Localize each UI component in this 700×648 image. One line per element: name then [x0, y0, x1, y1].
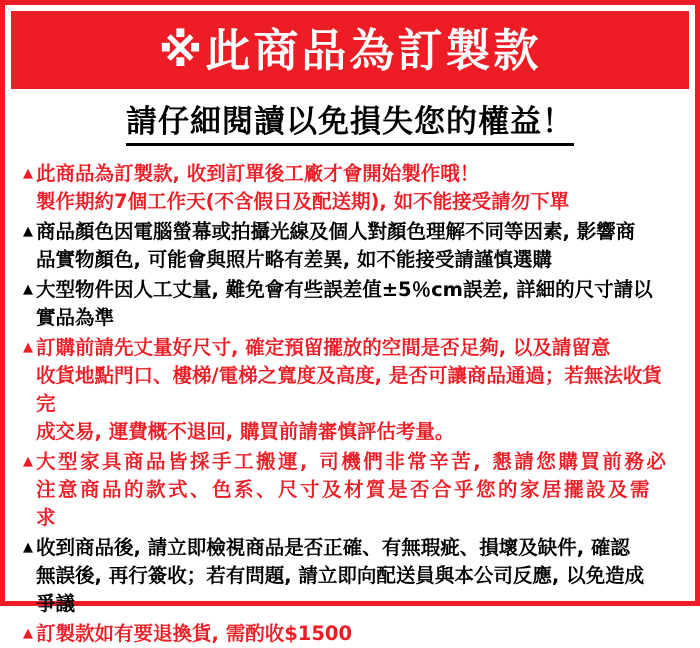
list-item-line: 訂製款如有要退換貨, 需酌收$1500 — [36, 621, 353, 645]
list-item-text — [36, 160, 569, 216]
list-item — [23, 448, 681, 532]
list-item-line: 求 — [36, 505, 59, 529]
triangle-bullet-icon: ▲ — [23, 625, 33, 641]
list-item — [23, 334, 681, 446]
list-item-line: 實品為準 — [36, 305, 115, 329]
list-item-line: 收貨地點門口、樓梯/電梯之寬度及高度, 是否可讓商品通過；若無法收貨完 — [36, 363, 662, 415]
list-item-line: 收到商品後, 請立即檢視商品是否正確、有無瑕疵、損壞及缺件, 確認 — [36, 535, 630, 559]
list-item-line: 此商品為訂製款, 收到訂單後工廠才會開始製作哦！ — [36, 161, 480, 185]
list-item-text — [36, 534, 644, 618]
list-item-line: 成交易, 運費概不退回, 購買前請審慎評估考量。 — [36, 419, 455, 443]
notice-list — [23, 160, 681, 648]
triangle-bullet-icon: ▲ — [23, 539, 33, 555]
page-subtitle: 請仔細閱讀以免損失您的權益！ — [126, 105, 574, 146]
list-item-line: 無誤後, 再行簽收；若有問題, 請立即向配送員與本公司反應, 以免造成 — [36, 563, 645, 587]
list-item-line: 大型家具商品皆採手工搬運, 司機們非常辛苦, 懇請您購買前務必 — [36, 449, 669, 473]
triangle-bullet-icon: ▲ — [23, 165, 33, 181]
list-item-text — [36, 620, 352, 648]
list-item — [23, 534, 681, 618]
list-item-text — [36, 276, 653, 332]
triangle-bullet-icon: ▲ — [23, 339, 33, 355]
list-item-line: 爭議 — [36, 591, 76, 615]
triangle-bullet-icon: ▲ — [23, 223, 33, 239]
subtitle-container — [5, 105, 695, 146]
triangle-bullet-icon: ▲ — [23, 453, 33, 469]
list-item-line: 注意商品的款式、色系、尺寸及材質是否合乎您的家居擺設及需 — [36, 477, 653, 501]
banner — [11, 11, 689, 89]
list-item-text — [36, 334, 681, 446]
list-item — [23, 620, 681, 648]
list-item-text — [36, 218, 635, 274]
list-item — [23, 218, 681, 274]
list-item-line: 訂購前請先丈量好尺寸, 確定預留擺放的空間是否足夠, 以及請留意 — [36, 335, 611, 359]
list-item-line: 品實物顏色, 可能會與照片略有差異, 如不能接受請謹慎選購 — [36, 247, 552, 271]
triangle-bullet-icon: ▲ — [23, 281, 33, 297]
list-item-line: 商品顏色因電腦螢幕或拍攝光線及個人對顏色理解不同等因素, 影響商 — [36, 219, 636, 243]
list-item — [23, 160, 681, 216]
list-item-text — [36, 448, 668, 532]
banner-title: ※此商品為訂製款 — [158, 23, 542, 77]
list-item — [23, 276, 681, 332]
list-item-line: 製作期約7個工作天(不含假日及配送期), 如不能接受請勿下單 — [36, 189, 570, 213]
list-item-line: 大型物件因人工丈量, 難免會有些誤差值±5％cm誤差, 詳細的尺寸請以 — [36, 277, 653, 301]
